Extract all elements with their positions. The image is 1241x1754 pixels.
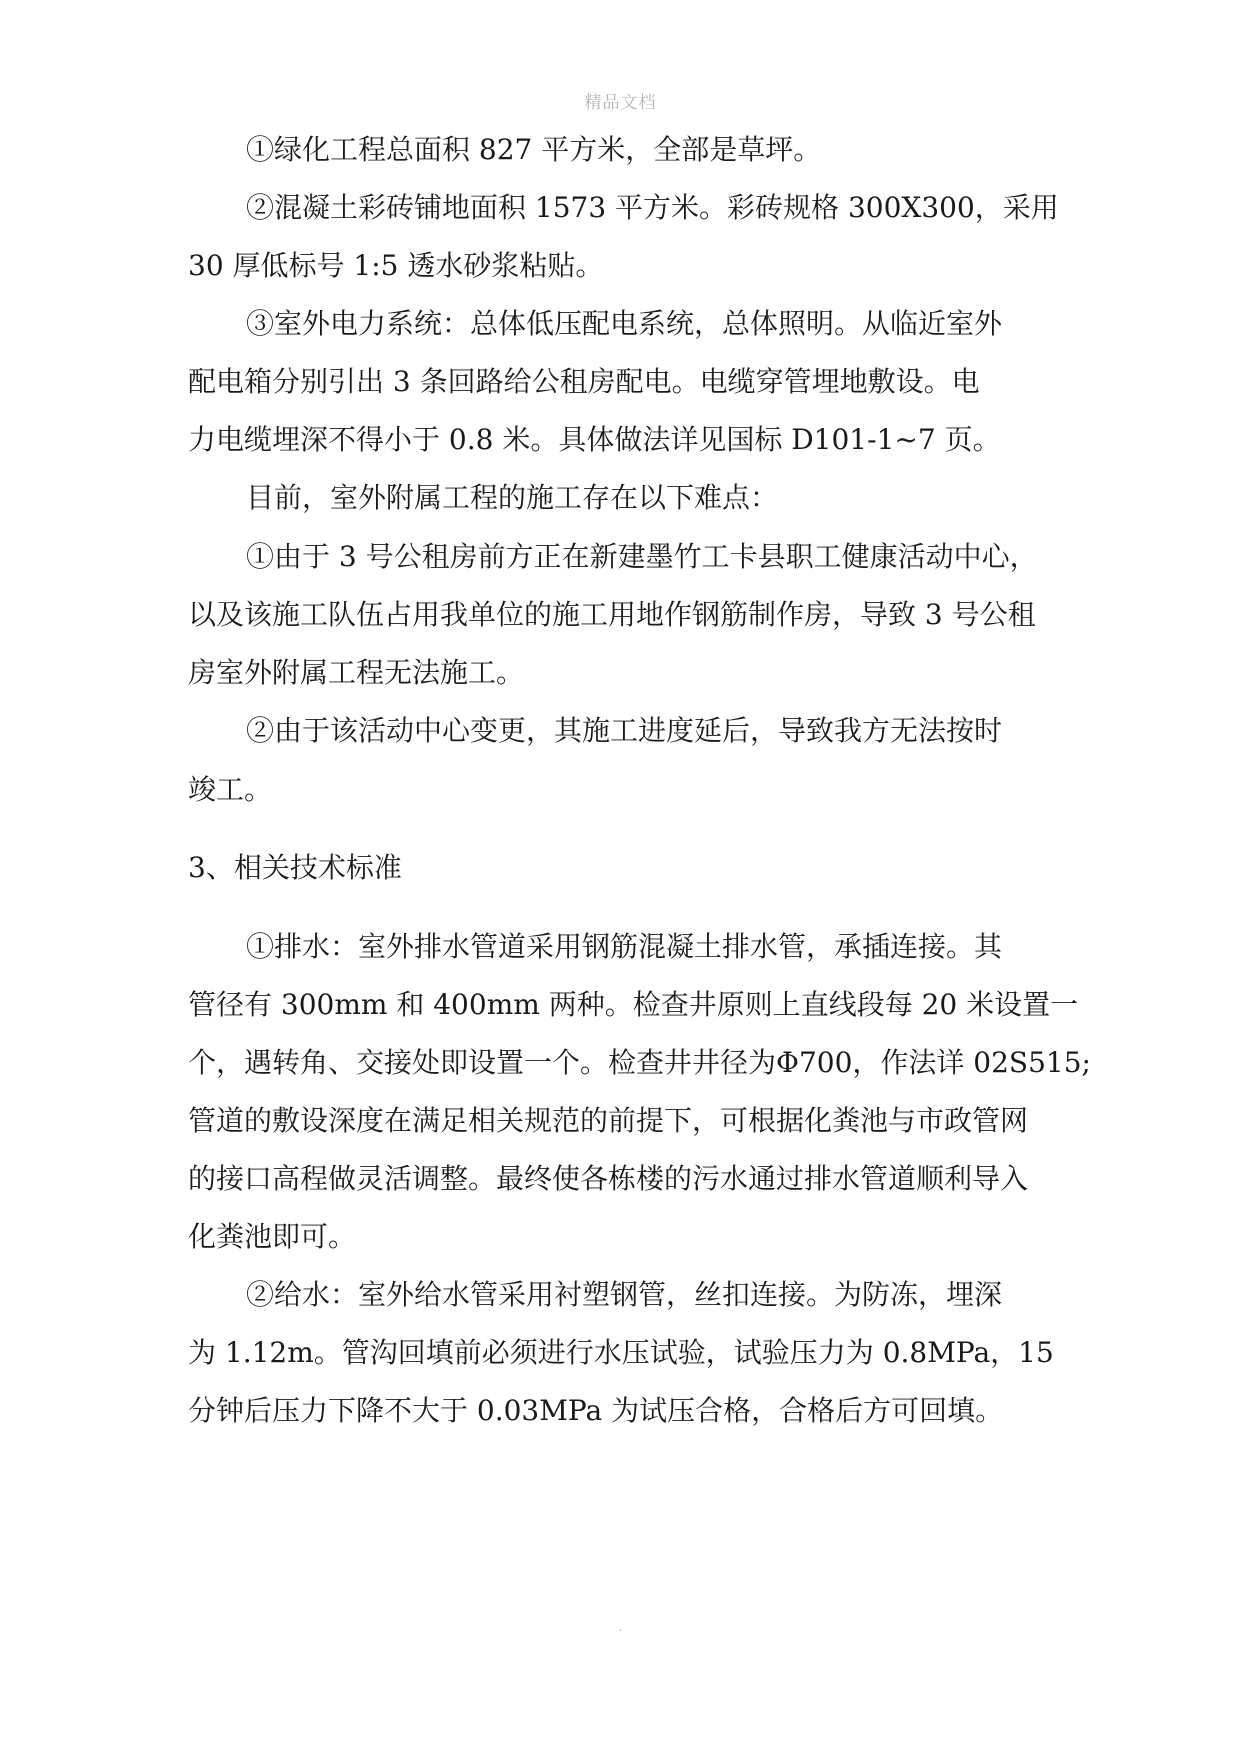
paragraph-line: 30 厚低标号 1:5 透水砂浆粘贴。 bbox=[188, 249, 604, 282]
paragraph-line: ①绿化工程总面积 827 平方米，全部是草坪。 bbox=[246, 133, 822, 166]
paragraph-line: 化粪池即可。 bbox=[188, 1220, 357, 1253]
section-heading: 3、相关技术标准 bbox=[188, 851, 402, 884]
paragraph-line: 管径有 300mm 和 400mm 两种。检查井原则上直线段每 20 米设置一 bbox=[188, 988, 1079, 1021]
paragraph-line: 配电箱分别引出 3 条回路给公租房配电。电缆穿管埋地敷设。电 bbox=[188, 365, 980, 398]
paragraph-line: 个，遇转角、交接处即设置一个。检查井井径为Φ700，作法详 02S515; bbox=[188, 1046, 1091, 1079]
paragraph-line: ②由于该活动中心变更，其施工进度延后，导致我方无法按时 bbox=[246, 714, 1003, 747]
paragraph-line: 的接口高程做灵活调整。最终使各栋楼的污水通过排水管道顺利导入 bbox=[188, 1162, 1029, 1195]
page-header: 精品文档 bbox=[584, 93, 657, 113]
paragraph-line: 分钟后压力下降不大于 0.03MPa 为试压合格，合格后方可回填。 bbox=[188, 1394, 1004, 1427]
paragraph-line: 目前，室外附属工程的施工存在以下难点： bbox=[246, 481, 779, 514]
paragraph-line: ③室外电力系统：总体低压配电系统，总体照明。从临近室外 bbox=[246, 307, 1003, 340]
paragraph-line: 房室外附属工程无法施工。 bbox=[188, 656, 525, 689]
paragraph-line: 竣工。 bbox=[188, 773, 273, 806]
paragraph-line: 以及该施工队伍占用我单位的施工用地作钢筋制作房，导致 3 号公租 bbox=[188, 598, 1036, 631]
page-footer: . bbox=[618, 1620, 623, 1634]
paragraph-line: ②给水：室外给水管采用衬塑钢管，丝扣连接。为防冻，埋深 bbox=[246, 1278, 1003, 1311]
paragraph-line: ①由于 3 号公租房前方正在新建墨竹工卡县职工健康活动中心， bbox=[246, 540, 1038, 573]
paragraph-line: 力电缆埋深不得小于 0.8 米。具体做法详见国标 D101-1~7 页。 bbox=[188, 423, 1001, 456]
paragraph-line: ②混凝土彩砖铺地面积 1573 平方米。彩砖规格 300X300，采用 bbox=[246, 191, 1059, 224]
paragraph-line: ①排水：室外排水管道采用钢筋混凝土排水管，承插连接。其 bbox=[246, 930, 1003, 963]
paragraph-line: 为 1.12m。管沟回填前必须进行水压试验，试验压力为 0.8MPa，15 bbox=[188, 1336, 1054, 1369]
paragraph-line: 管道的敷设深度在满足相关规范的前提下，可根据化粪池与市政管网 bbox=[188, 1104, 1029, 1137]
